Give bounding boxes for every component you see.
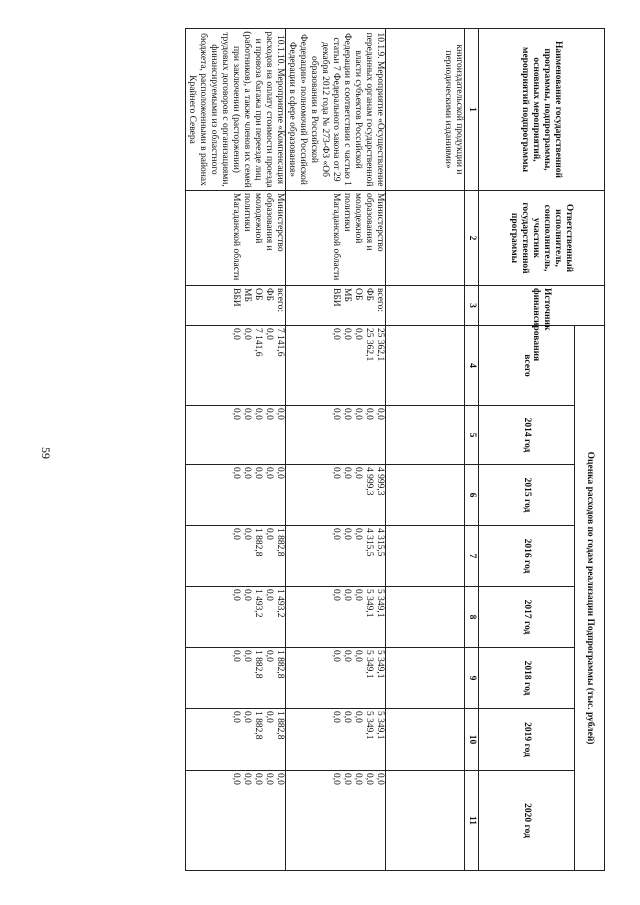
- page-number: 59: [39, 447, 53, 459]
- value-cell: 0,0: [342, 711, 352, 723]
- header-year-2017: 2017 год: [479, 587, 575, 648]
- value-cell: 5 349,1: [364, 650, 374, 679]
- value-column: [286, 709, 386, 771]
- value-cell: 0,0: [231, 328, 241, 340]
- value-cell: 1 882,8: [253, 650, 263, 679]
- source-list: [186, 286, 286, 326]
- budget-table-rotated: [57, 28, 605, 870]
- value-cell: 25 362,1: [364, 328, 374, 362]
- value-cell: 0,0: [331, 328, 341, 340]
- header-total: всего: [479, 326, 575, 406]
- header-source-column: Источник финансирования: [479, 286, 605, 326]
- table-row: [286, 29, 386, 871]
- value-column: [286, 406, 386, 465]
- value-column: [186, 771, 286, 871]
- header-year-2020: 2020 год: [479, 771, 575, 871]
- value-cell: 0,0: [264, 650, 274, 662]
- value-cell: 0,0: [331, 408, 341, 420]
- value-cell: 0,0: [264, 528, 274, 540]
- value-cell: 0,0: [231, 408, 241, 420]
- value-column: [186, 709, 286, 771]
- value-cell: 1 882,8: [275, 650, 285, 679]
- value-cell: 0,0: [264, 408, 274, 420]
- value-cell: 0,0: [331, 467, 341, 479]
- value-cell: 0,0: [264, 589, 274, 601]
- value-cell: 0,0: [242, 467, 252, 479]
- source-label: всего:: [275, 288, 285, 313]
- value-cell: 0,0: [242, 408, 252, 420]
- value-column: [186, 526, 286, 587]
- value-cell: 0,0: [375, 408, 385, 420]
- value-cell: 0,0: [264, 711, 274, 723]
- value-cell: 4 999,3: [375, 467, 385, 496]
- value-column: [286, 648, 386, 709]
- value-cell: 4 315,5: [375, 528, 385, 557]
- header-year-2015: 2015 год: [479, 465, 575, 526]
- column-number: 11: [465, 771, 479, 871]
- value-cell: 1 882,8: [253, 528, 263, 557]
- value-cell: 0,0: [264, 467, 274, 479]
- value-cell: 0,0: [242, 650, 252, 662]
- value-cell: 0,0: [242, 711, 252, 723]
- header-executor-column: Ответственный исполнитель, соисполнитель, участник государственной программы: [479, 191, 605, 286]
- column-number: 5: [465, 406, 479, 465]
- value-cell: 0,0: [253, 773, 263, 785]
- value-cell: 0,0: [342, 773, 352, 785]
- table-row-continuation: [386, 29, 465, 871]
- value-cell: 5 349,1: [364, 589, 374, 618]
- header-year-2018: 2018 год: [479, 648, 575, 709]
- value-cell: 0,0: [253, 408, 263, 420]
- value-cell: 0,0: [242, 528, 252, 540]
- value-cell: 0,0: [242, 328, 252, 340]
- activity-executor: Министерство образования и молодежной политики Магаданской области: [286, 191, 386, 286]
- column-number: 9: [465, 648, 479, 709]
- continuation-text: книгоиздательской продукции и периодическими изданиями»: [386, 29, 465, 191]
- source-label: ОБ: [353, 288, 363, 301]
- value-column: [286, 326, 386, 406]
- value-cell: 0,0: [275, 408, 285, 420]
- value-cell: 0,0: [342, 328, 352, 340]
- value-cell: 0,0: [231, 589, 241, 601]
- source-label: ОБ: [253, 288, 263, 301]
- value-cell: 1 882,8: [275, 711, 285, 740]
- source-label: ВБИ: [331, 288, 341, 307]
- activity-executor: Министерство образования и молодежной политики Магаданской области: [186, 191, 286, 286]
- value-cell: 0,0: [331, 528, 341, 540]
- value-cell: 0,0: [231, 467, 241, 479]
- value-cell: 1 882,8: [275, 528, 285, 557]
- header-estimate: Оценка расходов по годам реализации Подпрограммы (тыс. рублей): [575, 326, 605, 871]
- column-number: 8: [465, 587, 479, 648]
- value-cell: 0,0: [353, 467, 363, 479]
- value-cell: 0,0: [342, 467, 352, 479]
- column-number: 1: [465, 29, 479, 191]
- column-number: 7: [465, 526, 479, 587]
- value-cell: 7 141,6: [275, 328, 285, 357]
- column-number: 6: [465, 465, 479, 526]
- value-cell: 0,0: [342, 408, 352, 420]
- value-cell: 0,0: [331, 711, 341, 723]
- value-cell: 0,0: [231, 528, 241, 540]
- value-cell: 0,0: [231, 711, 241, 723]
- activity-name: 10.1.10. Мероприятие «Компенсация расходов на оплату стоимости проезда и провоза багажа при переезде лиц (работников), а также членов их семей при заключении (расторжении) трудовых договоров с организациями, финансируемыми из областного бюджета, расположенными в районах Крайнего Севера: [186, 29, 286, 191]
- value-cell: 0,0: [342, 528, 352, 540]
- value-cell: 0,0: [342, 650, 352, 662]
- value-column: [186, 465, 286, 526]
- value-cell: 0,0: [342, 589, 352, 601]
- value-cell: 0,0: [353, 773, 363, 785]
- value-cell: 5 349,1: [375, 650, 385, 679]
- value-cell: 1 493,2: [275, 589, 285, 618]
- source-list: [286, 286, 386, 326]
- value-cell: 0,0: [275, 773, 285, 785]
- value-column: [286, 526, 386, 587]
- value-column: [286, 771, 386, 871]
- source-label: ФБ: [364, 288, 374, 301]
- source-label: МБ: [242, 288, 252, 302]
- value-cell: 0,0: [353, 408, 363, 420]
- table-row: [186, 29, 286, 871]
- value-cell: 0,0: [364, 773, 374, 785]
- value-cell: 0,0: [331, 650, 341, 662]
- value-cell: 0,0: [253, 467, 263, 479]
- value-cell: 1 882,8: [253, 711, 263, 740]
- column-number: 10: [465, 709, 479, 771]
- value-cell: 0,0: [231, 773, 241, 785]
- value-cell: 4 999,3: [364, 467, 374, 496]
- source-label: ВБИ: [231, 288, 241, 307]
- value-cell: 0,0: [364, 408, 374, 420]
- header-name-column: Наименование государственной программы, подпрограммы, основных мероприятий, мероприятий подпрограммы: [479, 29, 605, 191]
- value-cell: 5 349,1: [364, 711, 374, 740]
- value-column: [286, 465, 386, 526]
- value-column: [186, 326, 286, 406]
- value-cell: 0,0: [375, 773, 385, 785]
- value-cell: 5 349,1: [375, 711, 385, 740]
- value-cell: 0,0: [353, 650, 363, 662]
- value-cell: 5 349,1: [375, 589, 385, 618]
- value-column: [186, 587, 286, 648]
- value-cell: 0,0: [353, 528, 363, 540]
- value-cell: 0,0: [275, 467, 285, 479]
- value-cell: 4 315,5: [364, 528, 374, 557]
- value-cell: 0,0: [231, 650, 241, 662]
- header-year-2019: 2019 год: [479, 709, 575, 771]
- header-year-2016: 2016 год: [479, 526, 575, 587]
- activity-name: 10.1.9. Мероприятие «Осуществление переданных органам государственной власти субъектов Российской Федерации в соответствии с частью 1 статьи 7 Федерального закона от 29 декабря 2012 года № 273-ФЗ «Об образовании в Российской Федерации» полномочий Российской Федерации в сфере образования»: [286, 29, 386, 191]
- value-cell: 0,0: [353, 589, 363, 601]
- value-cell: 0,0: [331, 773, 341, 785]
- value-cell: 1 493,2: [253, 589, 263, 618]
- value-cell: 0,0: [353, 328, 363, 340]
- value-cell: 0,0: [353, 711, 363, 723]
- column-number: 4: [465, 326, 479, 406]
- value-cell: 7 141,6: [253, 328, 263, 357]
- column-number: 3: [465, 286, 479, 326]
- header-year-2014: 2014 год: [479, 406, 575, 465]
- budget-table: [185, 28, 605, 871]
- value-cell: 0,0: [331, 589, 341, 601]
- value-cell: 25 362,1: [375, 328, 385, 362]
- source-label: МБ: [342, 288, 352, 302]
- value-cell: 0,0: [242, 589, 252, 601]
- source-label: ФБ: [264, 288, 274, 301]
- value-cell: 0,0: [264, 328, 274, 340]
- value-column: [186, 406, 286, 465]
- source-label: всего:: [375, 288, 385, 313]
- value-column: [186, 648, 286, 709]
- value-cell: 0,0: [242, 773, 252, 785]
- column-number: 2: [465, 191, 479, 286]
- value-column: [286, 587, 386, 648]
- value-cell: 0,0: [264, 773, 274, 785]
